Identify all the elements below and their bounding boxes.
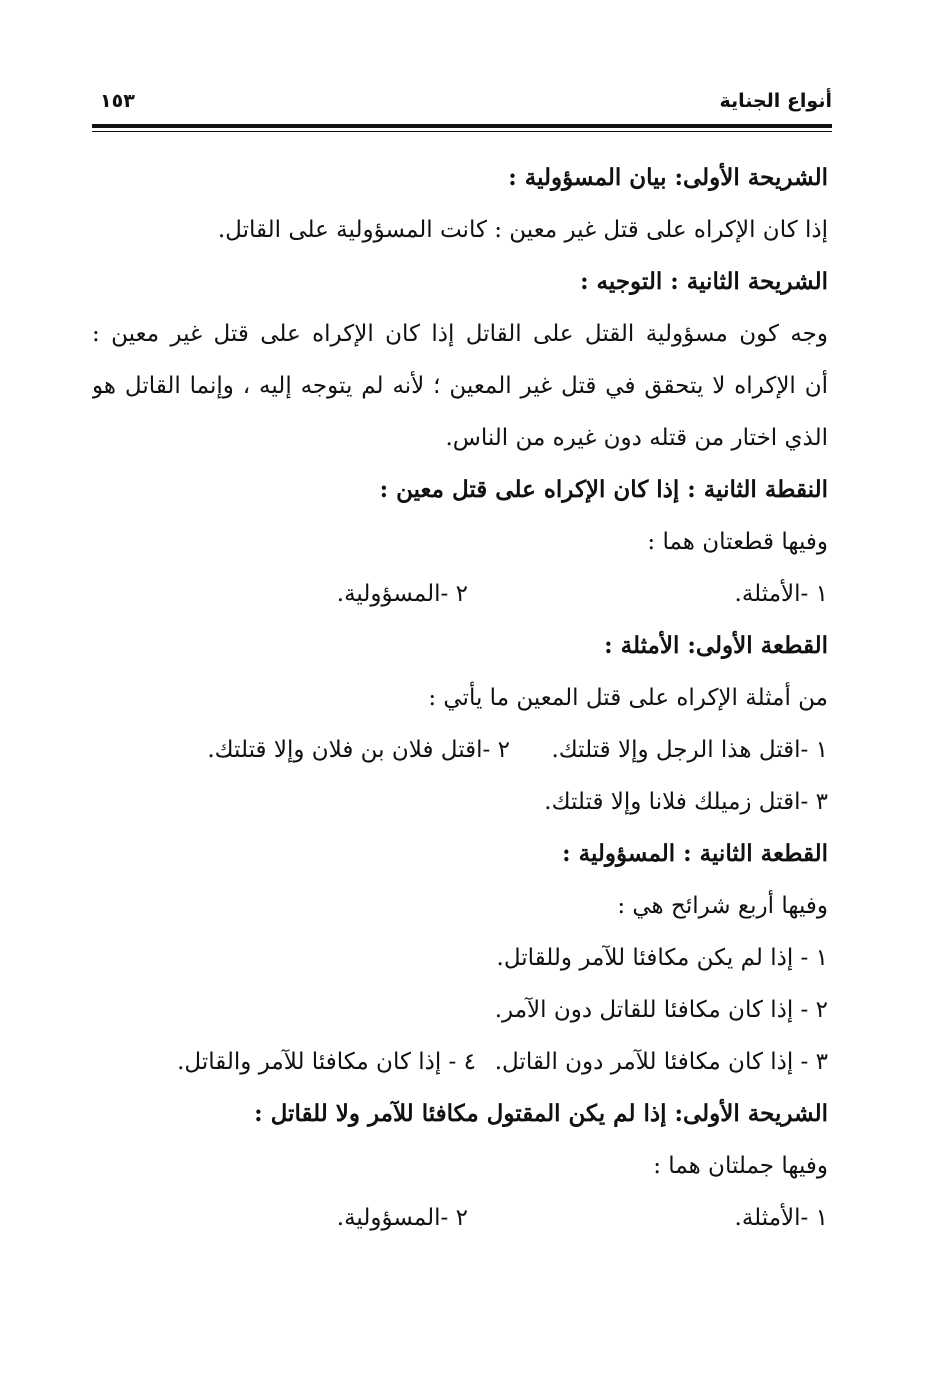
list-item: ١ -الأمثلة. <box>734 581 828 607</box>
heading-first-segment-not-equivalent: الشريحة الأولى: إذا لم يكن المقتول مكافئا للآمر ولا للقاتل : <box>254 1100 828 1127</box>
list-row <box>92 1192 828 1244</box>
page-number: ١٥٣ <box>100 90 135 112</box>
header-rule-thin <box>92 131 832 132</box>
list-item: ٣ -اقتل زميلك فلانا وإلا قتلتك. <box>544 789 828 815</box>
running-title: أنواع الجناية <box>719 90 832 112</box>
list-item: ٢ - إذا كان مكافئا للقاتل دون الآمر. <box>494 997 828 1023</box>
list-row <box>92 724 828 776</box>
heading-second-piece-responsibility: القطعة الثانية : المسؤولية : <box>562 840 828 867</box>
list-item: ٢ -المسؤولية. <box>336 1205 468 1231</box>
text-line: إذا كان الإكراه على قتل غير معين : كانت المسؤولية على القاتل. <box>217 217 828 243</box>
page-body <box>92 152 828 1244</box>
page-header <box>92 88 832 124</box>
text-line: وفيها جملتان هما : <box>653 1153 828 1179</box>
list-row <box>92 568 828 620</box>
list-item: ١ -اقتل هذا الرجل وإلا قتلتك. <box>551 737 828 763</box>
list-item: ٢ -المسؤولية. <box>336 581 468 607</box>
heading-second-segment-justification: الشريحة الثانية : التوجيه : <box>580 268 828 295</box>
heading-second-point: النقطة الثانية : إذا كان الإكراه على قتل معين : <box>379 476 828 503</box>
text-line: وفيها قطعتان هما : <box>647 529 828 555</box>
list-item: ١ - إذا لم يكن مكافئا للآمر وللقاتل. <box>496 945 828 971</box>
list-item: ٢ -اقتل فلان بن فلان وإلا قتلتك. <box>207 737 510 763</box>
heading-first-segment-responsibility: الشريحة الأولى: بيان المسؤولية : <box>508 164 828 191</box>
list-item: ١ -الأمثلة. <box>734 1205 828 1231</box>
list-row <box>92 1036 828 1088</box>
heading-first-piece-examples: القطعة الأولى: الأمثلة : <box>604 632 828 659</box>
text-line: وفيها أربع شرائح هي : <box>617 893 828 919</box>
text-line: وجه كون مسؤولية القتل على القاتل إذا كان الإكراه على قتل غير معين : <box>92 321 828 347</box>
text-line: الذي اختار من قتله دون غيره من الناس. <box>445 425 828 451</box>
text-line: من أمثلة الإكراه على قتل المعين ما يأتي : <box>428 685 828 711</box>
header-rule-thick <box>92 124 832 128</box>
text-line: أن الإكراه لا يتحقق في قتل غير المعين ؛ لأنه لم يتوجه إليه ، وإنما القاتل هو <box>92 373 828 399</box>
list-item: ٣ - إذا كان مكافئا للآمر دون القاتل. <box>494 1049 828 1075</box>
list-item: ٤ - إذا كان مكافئا للآمر والقاتل. <box>177 1049 476 1075</box>
